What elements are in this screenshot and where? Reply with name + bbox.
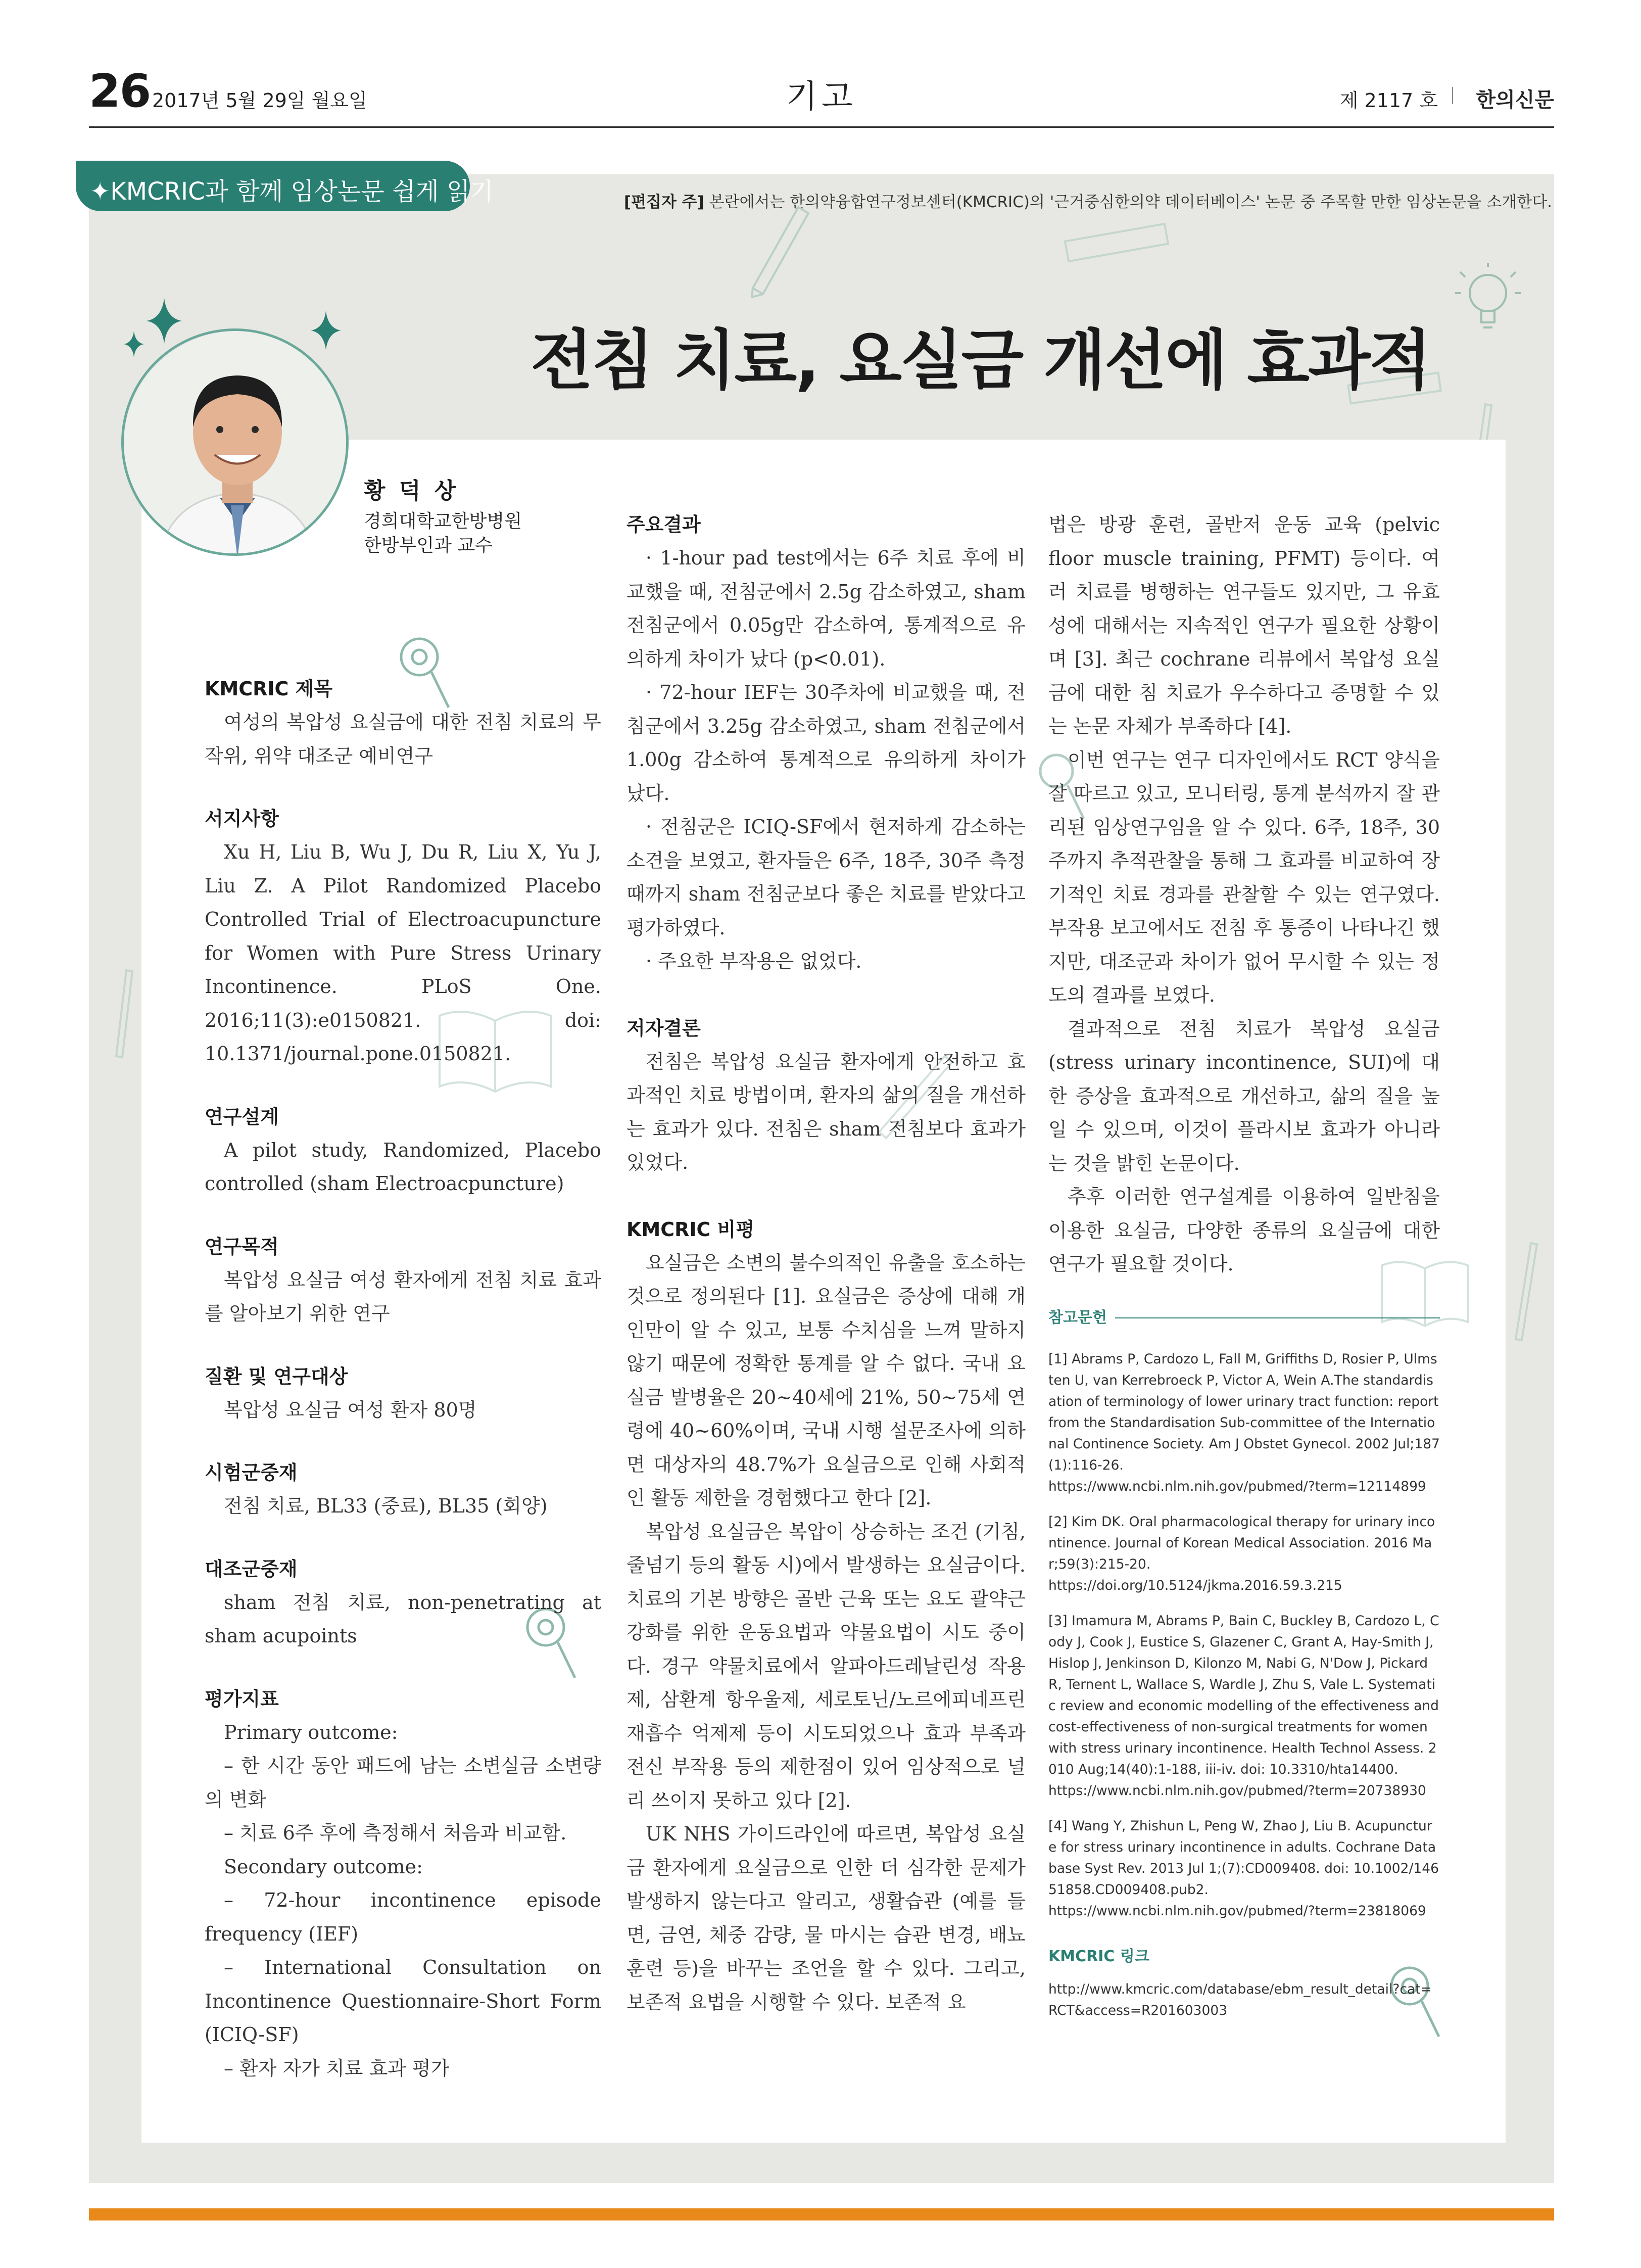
result-item: · 전침군은 ICIQ-SF에서 현저하게 감소하는 소견을 보였고, 환자들은 6주, 18주, 30주 측정 때까지 sham 전침군보다 좋은 치료를 받았다고 평가하였다. — [626, 816, 1026, 939]
review-paragraph: 이번 연구는 연구 디자인에서도 RCT 양식을 잘 따르고 있고, 모니터링, 통계 분석까지 잘 관리된 임상연구임을 알 수 있다. 6주, 18주, 30주까지 추적관찰을 통해 그 효과를 비교하여 장기적인 치료 경과를 관찰할 수 있는 연구였다. 부작용 보고에서도 전침 후 통증이 나타나긴 했지만, 대조군과 차이가 없어 무시할 수 있는 정도의 결과를 보였다. — [1048, 748, 1440, 1006]
result-item: · 주요한 부작용은 없었다. — [646, 950, 862, 972]
newspaper-name: 한의신문 — [1476, 88, 1554, 112]
header-divider — [1452, 87, 1453, 104]
section-text-intervention: 전침 치료, BL33 (중료), BL35 (회양) — [224, 1495, 548, 1517]
column-3 — [1048, 508, 1440, 2021]
reference-link[interactable]: https://www.ncbi.nlm.nih.gov/pubmed/?term=23818069 — [1048, 1903, 1426, 1919]
column-2 — [626, 508, 1026, 2019]
section-heading-outcomes: 평가지표 — [205, 1687, 279, 1710]
section-heading-review: KMCRIC 비평 — [626, 1218, 755, 1241]
lightbulb-doodle-icon — [1455, 263, 1521, 339]
section-text-conclusion: 전침은 복압성 요실금 환자에게 안전하고 효과적인 치료 방법이며, 환자의 삶의 질을 개선하는 효과가 있다. 전침은 sham 전침보다 효과가 있었다. — [626, 1050, 1026, 1173]
sparkle-icon — [147, 298, 182, 346]
outcome-line: – 72-hour incontinence episode frequency (IEF) — [205, 1889, 601, 1945]
reference-item — [1048, 1611, 1440, 1802]
section-text-design: A pilot study, Randomized, Placebo controlled (sham Electroacpuncture) — [205, 1139, 601, 1195]
footer-bar — [89, 2208, 1554, 2220]
author-name: 황 덕 상 — [364, 478, 459, 504]
ruler-doodle-icon — [1061, 212, 1172, 273]
pencil-doodle-icon-3 — [101, 960, 141, 1061]
page-header — [89, 61, 1554, 126]
kmcric-link-heading: KMCRIC 링크 — [1048, 1948, 1149, 1965]
section-heading-intervention: 시험군중재 — [205, 1461, 298, 1484]
reference-text: [4] Wang Y, Zhishun L, Peng W, Zhao J, Liu B. Acupuncture for stress urinary incontinence in adults. Cochrane Database Syst Rev. 2013 Jul 1;(7):CD009408. doi: 10.1002/14651858.CD009408.pub2. — [1048, 1818, 1439, 1898]
article-title: 전침 치료, 요실금 개선에 효과적 — [530, 323, 1430, 398]
section-text-citation: Xu H, Liu B, Wu J, Du R, Liu X, Yu J, Liu Z. A Pilot Randomized Placebo Controlled Trial of Electroacupuncture for Women with Pure Stress Urinary Incontinence. PLoS One. 2016;11(3):e0150821. doi: 10.1371/journal.pone.0150821. — [205, 841, 601, 1065]
section-heading-conclusion: 저자결론 — [626, 1017, 701, 1040]
header-rule — [89, 126, 1554, 128]
sparkle-icon-small — [124, 331, 144, 359]
series-badge-label: ✦KMCRIC과 함께 임상논문 쉽게 읽기 — [90, 177, 494, 206]
reference-link[interactable]: https://doi.org/10.5124/jkma.2016.59.3.215 — [1048, 1578, 1342, 1593]
section-text-subjects: 복압성 요실금 여성 환자 80명 — [224, 1398, 477, 1421]
column-1 — [205, 672, 601, 2085]
section-text-title: 여성의 복압성 요실금에 대한 전침 치료의 무작위, 위약 대조군 예비연구 — [205, 711, 601, 767]
reference-item — [1048, 1511, 1440, 1596]
section-heading-subjects: 질환 및 연구대상 — [205, 1365, 348, 1388]
kmcric-link[interactable]: http://www.kmcric.com/database/ebm_result_detail?cat=RCT&access=R201603003 — [1048, 1981, 1432, 2018]
section-heading-purpose: 연구목적 — [205, 1235, 279, 1258]
outcome-line: – International Consultation on Incontinence Questionnaire-Short Form (ICIQ-SF) — [205, 1956, 601, 2046]
references-heading-rule — [1115, 1317, 1440, 1318]
reference-link[interactable]: https://www.ncbi.nlm.nih.gov/pubmed/?term=20738930 — [1048, 1783, 1426, 1799]
issue-number: 제 2117 호 — [1339, 89, 1438, 112]
review-paragraph: UK NHS 가이드라인에 따르면, 복압성 요실금 환자에게 요실금으로 인한 더 심각한 문제가 발생하지 않는다고 알리고, 생활습관 (예를 들면, 금연, 체중 감량, 물 마시는 습관 변경, 배뇨 훈련 등)을 바꾸는 조언을 할 수 있다. 그리고, 보존적 요법을 시행할 수 있다. 보존적 요 — [626, 1823, 1026, 2013]
reference-item — [1048, 1816, 1440, 1922]
outcome-line: – 환자 자가 치료 효과 평가 — [224, 2057, 450, 2080]
reference-text: [3] Imamura M, Abrams P, Bain C, Buckley B, Cardozo L, Cody J, Cook J, Eustice S, Glazener C, Grant A, Hay-Smith J, Hislop J, Jenkinson D, Kilonzo M, Nabi G, N'Dow J, Pickard R, Ternent L, Wallace S, Wardle J, Zhu S, Vale L. Systematic review and economic modelling of the effectiveness and cost-effectiveness of non-surgical treatments for women with stress urinary incontinence. Health Technol Assess. 2010 Aug;14(40):1-188, iii-iv. doi: 10.3310/hta14400. — [1048, 1613, 1439, 1777]
editor-note-label: [편집자 주] — [623, 193, 704, 211]
author-affiliation-line1: 경희대학교한방병원 — [364, 511, 522, 532]
result-item: · 1-hour pad test에서는 6주 치료 후에 비교했을 때, 전침군에서 2.5g 감소하였고, sham 전침군에서 0.05g만 감소하여, 통계적으로 유의하게 차이가 났다 (p<0.01). — [626, 547, 1026, 670]
author-photo — [121, 328, 349, 556]
outcome-line: Primary outcome: — [224, 1721, 398, 1743]
sparkle-icon-right — [311, 311, 341, 352]
reference-link[interactable]: https://www.ncbi.nlm.nih.gov/pubmed/?term=12114899 — [1048, 1479, 1426, 1494]
review-paragraph: 요실금은 소변의 불수의적인 유출을 호소하는 것으로 정의된다 [1]. 요실금은 증상에 대해 개인만이 알 수 있고, 보통 수치심을 느껴 말하지 않기 때문에 정확한 통계를 알 수 없다. 국내 요실금 발병율은 20~40세에 21%, 50~75세 연령에 40~60%이며, 국내 시행 설문조사에 의하면 대상자의 48.7%가 요실금으로 인해 사회적인 활동 제한을 경험했다고 한다 [2]. — [626, 1251, 1026, 1509]
author-affiliation — [364, 509, 522, 558]
issue-date: 2017년 5월 29일 월요일 — [152, 89, 367, 112]
references-heading-label: 참고문헌 — [1048, 1308, 1107, 1327]
outcome-line: – 한 시간 동안 패드에 남는 소변실금 소변량의 변화 — [205, 1755, 601, 1811]
section-heading-citation: 서지사항 — [205, 808, 279, 830]
result-item: · 72-hour IEF는 30주차에 비교했을 때, 전침군에서 3.25g 감소하였고, sham 전침군에서 1.00g 감소하여 통계적으로 유의하게 차이가 났다. — [626, 681, 1026, 805]
page-number: 26 — [89, 65, 151, 118]
section-text-control: sham 전침 치료, non-penetrating at sham acupoints — [205, 1591, 601, 1647]
outcome-line: – 치료 6주 후에 측정해서 처음과 비교함. — [224, 1822, 567, 1844]
reference-item — [1048, 1349, 1440, 1497]
outcome-line: Secondary outcome: — [224, 1855, 423, 1878]
series-badge — [76, 161, 494, 211]
review-paragraph: 결과적으로 전침 치료가 복압성 요실금 (stress urinary incontinence, SUI)에 대한 증상을 효과적으로 개선하고, 삶의 질을 높일 수 있으며, 이것이 플라시보 효과가 아니라는 것을 밝힌 논문이다. — [1048, 1017, 1440, 1174]
pencil-doodle-icon-4 — [1506, 1233, 1546, 1344]
section-heading-title: KMCRIC 제목 — [205, 678, 333, 700]
review-paragraph: 추후 이러한 연구설계를 이용하여 일반침을 이용한 요실금, 다양한 종류의 요실금에 대한 연구가 필요할 것이다. — [1048, 1186, 1440, 1275]
review-paragraph: 법은 방광 훈련, 골반저 운동 교육 (pelvic floor muscle training, PFMT) 등이다. 여러 치료를 병행하는 연구들도 있지만, 그 유효성에 대해서는 지속적인 연구가 필요한 상황이며 [3]. 최근 cochrane 리뷰에서 복압성 요실금에 대한 침 치료가 우수하다고 증명할 수 있는 논문 자체가 부족하다 [4]. — [1048, 513, 1440, 737]
section-heading-design: 연구설계 — [205, 1105, 279, 1128]
reference-text: [2] Kim DK. Oral pharmacological therapy for urinary incontinence. Journal of Korean Medical Association. 2016 Mar;59(3):215-20. — [1048, 1514, 1435, 1572]
editor-note-text: 본란에서는 한의약융합연구정보센터(KMCRIC)의 '근거중심한의약 데이터베이스' 논문 중 주목할 만한 임상논문을 소개한다. — [704, 193, 1552, 211]
author-affiliation-line2: 한방부인과 교수 — [364, 535, 493, 556]
reference-text: [1] Abrams P, Cardozo L, Fall M, Griffiths D, Rosier P, Ulmsten U, van Kerrebroeck P, Victor A, Wein A.The standardisation of terminology of lower urinary tract function: report from the Standardisation Sub-committee of the International Continence Society. Am J Obstet Gynecol. 2002 Jul;187(1):116-26. — [1048, 1351, 1440, 1473]
review-paragraph: 복압성 요실금은 복압이 상승하는 조건 (기침, 줄넘기 등의 활동 시)에서 발생하는 요실금이다. 치료의 기본 방향은 골반 근육 또는 요도 괄약근 강화를 위한 운동요법과 약물요법이 시도 중이다. 경구 약물치료에서 알파아드레날린성 작용제, 삼환계 항우울제, 세로토닌/노르에피네프린 재흡수 억제제 등이 시도되었으나 효과 부족과 전신 부작용 등의 제한점이 있어 임상적으로 널리 쓰이지 못하고 있다 [2]. — [626, 1520, 1026, 1812]
section-heading-results: 주요결과 — [626, 513, 701, 536]
references-heading — [1048, 1301, 1440, 1335]
section-text-purpose: 복압성 요실금 여성 환자에게 전침 치료 효과를 알아보기 위한 연구 — [205, 1268, 601, 1325]
pencil-doodle-icon — [743, 197, 813, 298]
section-title: 기고 — [786, 78, 857, 116]
section-heading-control: 대조군중재 — [205, 1557, 298, 1580]
